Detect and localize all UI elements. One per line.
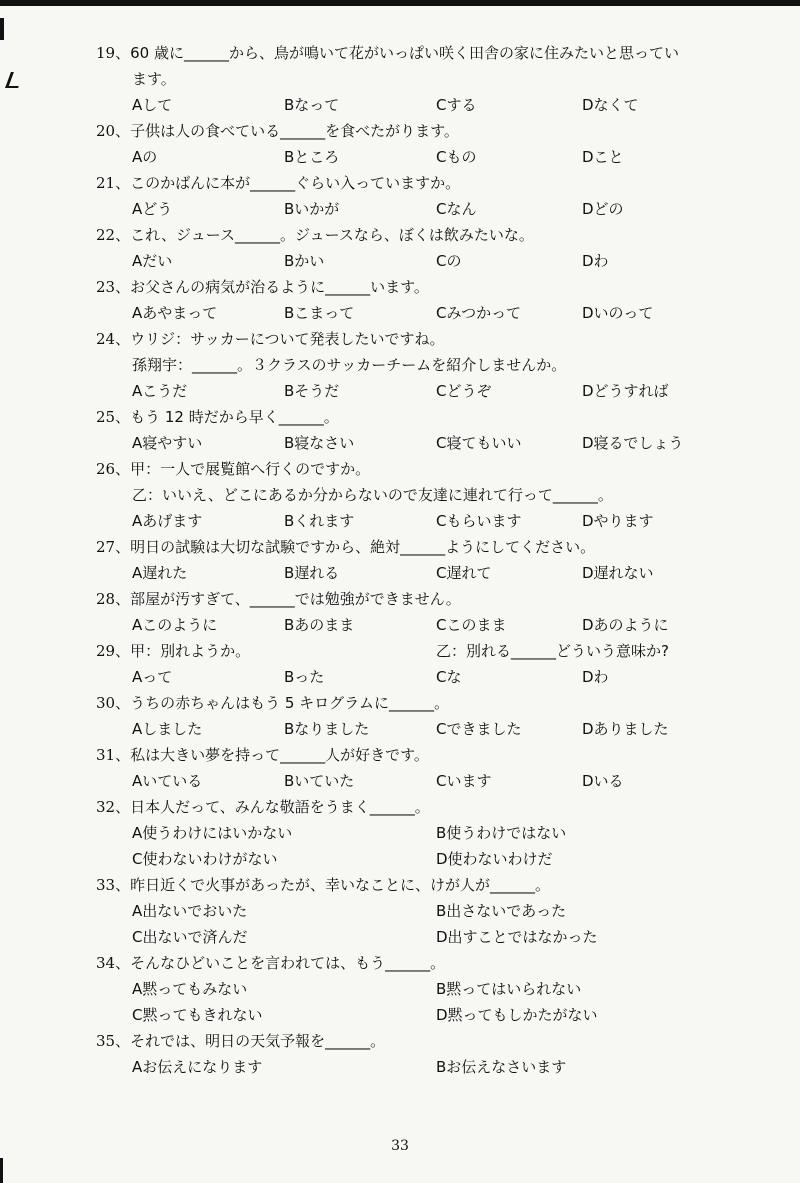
question-text: うちの赤ちゃんはもう 5 キログラムに______。	[130, 694, 450, 712]
question-stem	[96, 586, 776, 612]
question-stem	[96, 872, 776, 898]
question-stem	[96, 170, 776, 196]
question-stem	[96, 118, 776, 144]
answer-options	[96, 612, 776, 638]
answer-option[interactable]: C寝てもいい	[436, 434, 522, 452]
answer-option[interactable]: Cいます	[436, 772, 492, 790]
answer-option[interactable]: Aしました	[132, 720, 203, 738]
answer-option[interactable]: A遅れた	[132, 564, 188, 582]
question-stem	[96, 326, 776, 352]
answer-option[interactable]: Dありました	[582, 720, 669, 738]
answer-options	[96, 560, 776, 586]
answer-option[interactable]: A寝やすい	[132, 434, 203, 452]
question-text: 甲：一人で展覧館へ行くのですか。	[130, 460, 371, 478]
question-stem	[96, 1028, 776, 1054]
question-stem	[96, 690, 776, 716]
answer-option[interactable]: Aこうだ	[132, 382, 188, 400]
answer-options	[96, 1054, 776, 1080]
question-text: 甲：別れようか。	[130, 642, 251, 660]
answer-option[interactable]: Dやります	[582, 512, 654, 530]
answer-option[interactable]: B遅れる	[284, 564, 340, 582]
answer-options	[96, 820, 776, 846]
question-number: 19、	[96, 44, 131, 62]
answer-option[interactable]: Aだい	[132, 252, 173, 270]
answer-options	[96, 1002, 776, 1028]
question-text: もう 12 時だから早く______。	[130, 408, 339, 426]
top-border	[0, 0, 800, 6]
answer-option[interactable]: B使うわけではない	[436, 824, 567, 842]
answer-option[interactable]: D遅れない	[582, 564, 654, 582]
answer-option[interactable]: C使わないわけがない	[132, 850, 278, 868]
question-text-secondary: 乙：別れる______どういう意味か?	[436, 642, 669, 660]
question-text: 昨日近くで火事があったが、幸いなことに、けが人が______。	[130, 876, 550, 894]
answer-option[interactable]: Aあげます	[132, 512, 203, 530]
question-text: これ、ジュース______。ジュースなら、ぼくは飲みたいな。	[130, 226, 534, 244]
question-text: 明日の試験は大切な試験ですから、絶対______ようにしてください。	[130, 538, 596, 556]
answer-option[interactable]: Cな	[436, 668, 462, 686]
answer-option[interactable]: A使うわけにはいかない	[132, 824, 293, 842]
answer-option[interactable]: Aいている	[132, 772, 203, 790]
answer-option[interactable]: C出ないで済んだ	[132, 928, 248, 946]
question-continuation: 乙：いいえ、どこにあるか分からないので友達に連れて行って______。	[132, 486, 613, 504]
answer-option[interactable]: Bくれます	[284, 512, 355, 530]
answer-option[interactable]: Bかい	[284, 252, 325, 270]
question-stem	[96, 456, 776, 482]
answer-option[interactable]: Aどう	[132, 200, 173, 218]
question-continuation: 孫翔宇：______。３クラスのサッカーチームを紹介しませんか。	[132, 356, 567, 374]
question-number: 34、	[96, 954, 131, 972]
answer-option[interactable]: B寝なさい	[284, 434, 355, 452]
scan-mark	[0, 1158, 3, 1183]
answer-option[interactable]: Bあのまま	[284, 616, 355, 634]
question-text: 60 歳に______から、鳥が鳴いて花がいっぱい咲く田舎の家に住みたいと思ってい	[130, 44, 679, 62]
answer-option[interactable]: Dいる	[582, 772, 624, 790]
question-number: 30、	[96, 694, 131, 712]
answer-option[interactable]: Bなりました	[284, 720, 370, 738]
answer-option[interactable]: Dなくて	[582, 96, 639, 114]
answer-options	[96, 300, 776, 326]
question-continuation: ます。	[132, 70, 176, 88]
question-stem	[96, 222, 776, 248]
question-text: ウリジ：サッカーについて発表したいですね。	[130, 330, 445, 348]
answer-option[interactable]: C遅れて	[436, 564, 492, 582]
question-stem	[96, 534, 776, 560]
answer-option[interactable]: Bそうだ	[284, 382, 340, 400]
question-stem	[96, 950, 776, 976]
answer-option[interactable]: D出すことではなかった	[436, 928, 598, 946]
question-text: 子供は人の食べている______を食べたがります。	[130, 122, 459, 140]
answer-option[interactable]: Dこと	[582, 148, 624, 166]
answer-option[interactable]: Aの	[132, 148, 158, 166]
answer-option[interactable]: Cこのまま	[436, 616, 507, 634]
question-stem	[96, 404, 776, 430]
question-number: 24、	[96, 330, 131, 348]
answer-option[interactable]: C黙ってもきれない	[132, 1006, 263, 1024]
answer-options	[96, 716, 776, 742]
answer-option[interactable]: Bお伝えなさいます	[436, 1058, 567, 1076]
answer-option[interactable]: Cもの	[436, 148, 477, 166]
page-number: 33	[391, 1138, 409, 1154]
question-number: 20、	[96, 122, 131, 140]
answer-option[interactable]: Dわ	[582, 252, 609, 270]
answer-option[interactable]: Cどうぞ	[436, 382, 492, 400]
question-stem	[96, 742, 776, 768]
question-number: 29、	[96, 642, 131, 660]
answer-option[interactable]: Dあのように	[582, 616, 669, 634]
answer-option[interactable]: Aあやまって	[132, 304, 218, 322]
answer-options	[96, 768, 776, 794]
answer-options	[96, 378, 776, 404]
question-number: 26、	[96, 460, 131, 478]
answer-options	[96, 924, 776, 950]
answer-option[interactable]: Dわ	[582, 668, 609, 686]
question-number: 25、	[96, 408, 131, 426]
question-sheet	[96, 40, 776, 1080]
answer-options	[96, 196, 776, 222]
answer-option[interactable]: Bいかが	[284, 200, 340, 218]
answer-option[interactable]: Dどの	[582, 200, 624, 218]
question-stem	[96, 794, 776, 820]
question-number: 31、	[96, 746, 131, 764]
answer-option[interactable]: Dいのって	[582, 304, 654, 322]
question-number: 22、	[96, 226, 131, 244]
answer-option[interactable]: Cもらいます	[436, 512, 522, 530]
answer-option[interactable]: D黙ってもしかたがない	[436, 1006, 598, 1024]
answer-options	[96, 846, 776, 872]
answer-option[interactable]: Cできました	[436, 720, 522, 738]
answer-option[interactable]: Aお伝えになります	[132, 1058, 263, 1076]
question-number: 28、	[96, 590, 131, 608]
answer-options	[96, 144, 776, 170]
question-text: このかばんに本が______ぐらい入っていますか。	[130, 174, 461, 192]
question-number: 33、	[96, 876, 131, 894]
answer-option[interactable]: A黙ってもみない	[132, 980, 248, 998]
answer-option[interactable]: Aって	[132, 668, 173, 686]
answer-option[interactable]: Cなん	[436, 200, 477, 218]
answer-options	[96, 976, 776, 1002]
question-stem	[96, 274, 776, 300]
answer-option[interactable]: Bところ	[284, 148, 340, 166]
answer-option[interactable]: Bなって	[284, 96, 340, 114]
answer-options	[96, 430, 776, 456]
answer-options	[96, 248, 776, 274]
answer-options	[96, 664, 776, 690]
question-number: 35、	[96, 1032, 131, 1050]
scan-mark	[5, 72, 24, 88]
scan-mark	[0, 18, 4, 40]
answer-options	[96, 92, 776, 118]
answer-option[interactable]: Aして	[132, 96, 173, 114]
question-text: そんなひどいことを言われては、もう______。	[130, 954, 446, 972]
answer-option[interactable]: Bこまって	[284, 304, 355, 322]
answer-option[interactable]: Bった	[284, 668, 325, 686]
answer-option[interactable]: Cみつかって	[436, 304, 522, 322]
answer-option[interactable]: Bいていた	[284, 772, 355, 790]
answer-option[interactable]: Cの	[436, 252, 462, 270]
question-text: 日本人だって、みんな敬語をうまく______。	[130, 798, 430, 816]
question-stem	[96, 638, 776, 664]
answer-options	[96, 898, 776, 924]
answer-option[interactable]: B出さないであった	[436, 902, 567, 920]
answer-option[interactable]: Aこのように	[132, 616, 218, 634]
answer-option[interactable]: D寝るでしょう	[582, 434, 684, 452]
answer-options	[96, 508, 776, 534]
question-text: それでは、明日の天気予報を______。	[130, 1032, 386, 1050]
answer-option[interactable]: Cする	[436, 96, 477, 114]
question-number: 27、	[96, 538, 131, 556]
question-number: 21、	[96, 174, 131, 192]
question-text: 私は大きい夢を持って______人が好きです。	[130, 746, 429, 764]
question-number: 23、	[96, 278, 131, 296]
answer-option[interactable]: D使わないわけだ	[436, 850, 553, 868]
question-text: 部屋が汚すぎて、______では勉強ができません。	[130, 590, 461, 608]
question-stem	[96, 40, 776, 66]
question-text: お父さんの病気が治るように______います。	[130, 278, 429, 296]
answer-option[interactable]: A出ないでおいた	[132, 902, 248, 920]
answer-option[interactable]: B黙ってはいられない	[436, 980, 582, 998]
question-number: 32、	[96, 798, 131, 816]
answer-option[interactable]: Dどうすれば	[582, 382, 669, 400]
